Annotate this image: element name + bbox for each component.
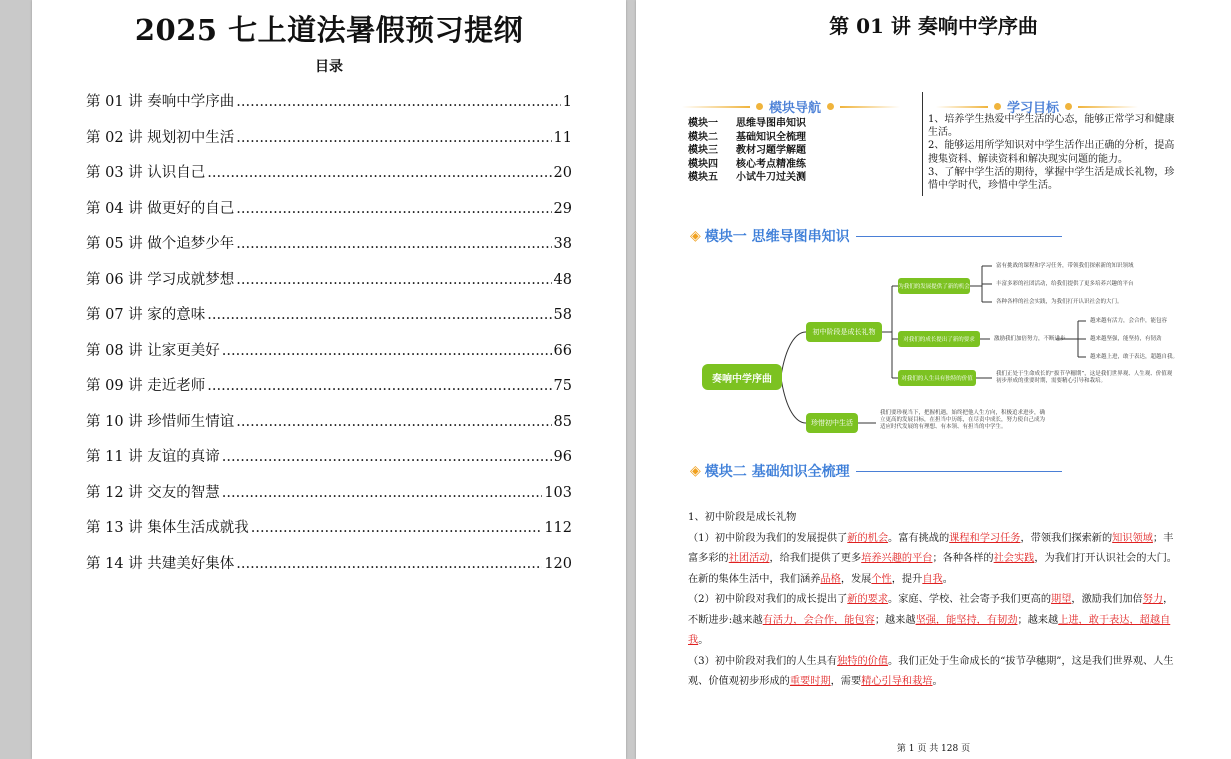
diamond-icon: ◈ (690, 463, 701, 479)
toc-entry-label: 第 14 讲 共建美好集体 (86, 555, 235, 572)
toc-entry[interactable] (86, 161, 572, 197)
toc-entry-label: 第 02 讲 规划初中生活 (86, 129, 235, 146)
module-nav-key: 模块三 (688, 145, 718, 156)
mindmap-branch-2: 珍惜初中生活 (806, 413, 858, 433)
body-segment: ；越来越 (1017, 614, 1059, 626)
module-nav-key: 模块二 (688, 131, 718, 143)
goal-item: 3、了解中学生活的期待，掌握中学生活是成长礼物，珍惜中学时代，珍惜中学生活。 (928, 166, 1175, 192)
toc-entry-label: 第 12 讲 交友的智慧 (86, 484, 220, 501)
body-segment: 。 (698, 635, 709, 646)
body-segment: ，需要 (830, 676, 862, 687)
document-title: 2025 七上道法暑假预习提纲 (134, 13, 524, 47)
toc-heading: 目录 (315, 59, 343, 75)
toc-entry-label: 第 03 讲 认识自己 (86, 165, 206, 181)
mindmap-leaf: 丰富多彩的社团活动，给我们提供了更多培养兴趣的平台 (996, 281, 1134, 287)
toc-entry-page: 103 (544, 484, 572, 501)
goal-item: 1、培养学生热爱中学生活的心态，能够正常学习和健康生活。 (928, 114, 1175, 139)
body-segment: 。 (932, 676, 943, 687)
body-paragraph-1 (688, 529, 1178, 591)
toc-entry-label: 第 09 讲 走近老师 (86, 378, 206, 394)
toc-leader-dots (236, 201, 551, 217)
toc-entry-page: 29 (553, 200, 572, 217)
module-nav-key: 模块四 (688, 158, 718, 170)
toc-entry-page: 20 (553, 165, 572, 181)
body-segment: ，给我们提供了更多 (769, 553, 862, 564)
toc-entry[interactable] (86, 339, 572, 375)
toc-leader-dots (251, 520, 543, 536)
key-term: 品格 (820, 573, 841, 585)
module1-label: 模块一 思维导图串知识 (704, 229, 850, 245)
toc-entry-label: 第 11 讲 友谊的真谛 (86, 449, 220, 465)
nav-heading-label: 模块导航 (769, 101, 822, 116)
mindmap-leaf: 越来越上进，敢于表达，超越自我。 (1090, 354, 1179, 360)
body-segment: ；丰富多彩的 (688, 532, 1174, 564)
mindmap-leaf: 越来越有活力，会合作，能包容 (1090, 318, 1168, 324)
toc-entry-page: 48 (553, 271, 572, 288)
toc-leader-dots (207, 378, 551, 394)
toc-leader-dots (236, 236, 551, 252)
module-nav-value: 核心考点精准练 (736, 158, 806, 170)
key-term: 课程和学习任务 (949, 532, 1021, 544)
key-term: 重要时期 (789, 676, 831, 687)
key-term: 有活力，会合作，能包容 (762, 614, 875, 626)
key-term: 培养兴趣的平台 (861, 553, 933, 564)
toc-entry[interactable] (86, 126, 572, 162)
module-nav-key: 模块一 (688, 118, 718, 129)
key-term: 知识领域 (1112, 532, 1153, 544)
toc-entry-page: 120 (544, 555, 572, 572)
key-term: 期望 (1051, 594, 1072, 605)
toc-entry[interactable] (86, 303, 572, 339)
toc-leader-dots (207, 165, 551, 181)
mindmap-root: 奏响中学序曲 (702, 364, 782, 390)
toc-leader-dots (236, 414, 551, 430)
toc-leader-dots (222, 485, 543, 501)
toc-entry[interactable] (86, 197, 572, 233)
toc-entry-label: 第 06 讲 学习成就梦想 (86, 271, 235, 288)
toc-entry-page: 85 (553, 413, 572, 430)
toc-entry[interactable] (86, 481, 572, 517)
toc-entry-label: 第 05 讲 做个追梦少年 (86, 236, 235, 252)
body-segment: ；越来越 (874, 614, 916, 626)
toc-entry[interactable] (86, 516, 572, 552)
body-paragraph-2 (688, 590, 1178, 652)
body-paragraph-3 (688, 652, 1178, 693)
body-segment: ，提升 (891, 573, 923, 585)
body-segment: ，发展 (840, 573, 872, 585)
toc-leader-dots (222, 343, 552, 359)
body-text (688, 508, 1178, 693)
mindmap-leaf: 各种各样的社会实践，为我们打开认识社会的大门。 (996, 299, 1123, 305)
goals-heading-label: 学习目标 (1007, 101, 1060, 116)
key-term: 努力 (1142, 594, 1164, 605)
toc-entry-page: 58 (553, 307, 572, 323)
toc-entry-page: 38 (553, 236, 572, 252)
mindmap-leaf: 激励我们加倍努力，不断进步 (994, 336, 1066, 342)
key-term: 独特的价值 (837, 655, 889, 667)
mindmap-sub-2: 对我们的成长提出了新的要求 (898, 331, 980, 347)
mindmap-leaf: 越来越坚强，能坚持，有韧劲 (1090, 336, 1162, 342)
key-term: 上进，敢于表达，超越自我 (688, 614, 1171, 646)
module-nav-value: 基础知识全梳理 (736, 131, 806, 143)
diamond-icon: ◈ (690, 228, 701, 244)
page-footer: 第 1 页 共 128 页 (896, 744, 971, 754)
divider (856, 471, 1062, 472)
toc-entry[interactable] (86, 268, 572, 304)
toc-entry-page: 66 (553, 342, 572, 359)
toc-leader-dots (222, 449, 552, 465)
mindmap-branch-1: 初中阶段是成长礼物 (806, 322, 882, 342)
module-nav-value: 小试牛刀过关测 (736, 172, 806, 183)
mindmap-leaf: 我们正处于生命成长的“拔节孕穗期”，这是我们世界观、人生观、价值观初步形成的重要时期，需要精心引导和栽培。 (996, 371, 1173, 384)
page-toc (32, 0, 626, 759)
module-nav-value: 教材习题学解题 (736, 145, 806, 156)
module-nav-value: 思维导图串知识 (736, 118, 806, 129)
body-segment: ，为我们打开认识社会的大门。在新的集体生活中，我们涵养 (688, 553, 1177, 585)
key-term: 精心引导和栽培 (861, 676, 933, 687)
module-nav-key: 模块五 (688, 172, 718, 183)
toc-entry-label: 第 04 讲 做更好的自己 (86, 200, 235, 217)
key-term: 社会实践 (993, 553, 1035, 564)
page-lecture-01 (636, 0, 1231, 759)
toc-leader-dots (236, 130, 551, 146)
toc-entry-label: 第 01 讲 奏响中学序曲 (86, 94, 235, 110)
toc-entry-label: 第 07 讲 家的意味 (86, 307, 206, 323)
body-segment: ，带领我们探索新的 (1020, 532, 1113, 544)
mindmap-sub-1: 为我们的发展提供了新的机会 (898, 278, 970, 294)
body-segment: （2）初中阶段对我们的成长提出了 (688, 594, 848, 605)
toc-leader-dots (236, 556, 542, 572)
toc-entry[interactable] (86, 552, 572, 588)
mindmap-leaf: 富有挑战的课程和学习任务，带领我们探索新的知识领域 (996, 263, 1134, 269)
toc-entry[interactable] (86, 410, 572, 446)
toc-leader-dots (236, 94, 560, 110)
key-term: 坚强，能坚持，有韧劲 (915, 614, 1018, 626)
toc-entry[interactable] (86, 90, 572, 126)
toc-entry-page: 112 (544, 520, 572, 536)
mindmap-sub-3: 对我们的人生具有独特的价值 (898, 370, 976, 386)
body-segment: ；各种各样的 (932, 553, 994, 564)
body-heading: 1、初中阶段是成长礼物 (688, 512, 797, 523)
toc-entry-label: 第 13 讲 集体生活成就我 (86, 520, 249, 536)
goal-item: 2、能够运用所学知识对中学生活作出正确的分析，提高搜集资料、解读资料和解决现实问题的能力。 (928, 140, 1175, 165)
body-segment: 。我们正处于生命成长的“拔节孕穗期”，这是我们世界观、人生观、价值观初步形成的 (688, 655, 1174, 687)
key-term: 社团活动 (728, 553, 770, 564)
key-term: 新的要求 (847, 594, 889, 605)
toc-entry-page: 1 (562, 94, 572, 110)
toc-entry-page: 75 (553, 378, 572, 394)
toc-entry-label: 第 08 讲 让家更美好 (86, 342, 220, 359)
body-segment: ，激励我们加倍 (1071, 594, 1143, 605)
toc-leader-dots (236, 272, 551, 288)
body-segment: （1）初中阶段为我们的发展提供了 (688, 532, 848, 544)
body-segment: 。富有挑战的 (888, 532, 950, 544)
key-term: 自我 (922, 573, 943, 585)
module2-heading (690, 461, 1062, 481)
toc-entry[interactable] (86, 374, 572, 410)
body-segment: 。 (942, 573, 953, 585)
lecture-title: 第 01 讲 奏响中学序曲 (829, 14, 1038, 38)
toc-entry-page: 11 (553, 129, 572, 146)
mindmap-leaf: 我们要珍视当下，把握机遇，始终把他人生方向，积极追求进步，确立更高的发展目标，在担当中历练，在尽责中成长，努力使自己成为适应时代发展的有理想、有本领、有担当的中学生。 (880, 410, 1046, 430)
key-term: 新的机会 (847, 532, 889, 544)
toc-entry[interactable] (86, 232, 572, 268)
toc-leader-dots (207, 307, 551, 323)
body-segment: （3）初中阶段对我们的人生具有 (688, 655, 838, 667)
key-term: 个性 (871, 573, 892, 585)
toc-entry-label: 第 10 讲 珍惜师生情谊 (86, 413, 235, 430)
table-of-contents (86, 90, 572, 587)
toc-entry[interactable] (86, 445, 572, 481)
body-segment: 。家庭、学校、社会寄予我们更高的 (888, 594, 1052, 605)
module2-label: 模块二 基础知识全梳理 (704, 464, 850, 480)
body-segment: ，不断进步:越来越 (688, 594, 1174, 626)
toc-entry-page: 96 (553, 449, 572, 465)
